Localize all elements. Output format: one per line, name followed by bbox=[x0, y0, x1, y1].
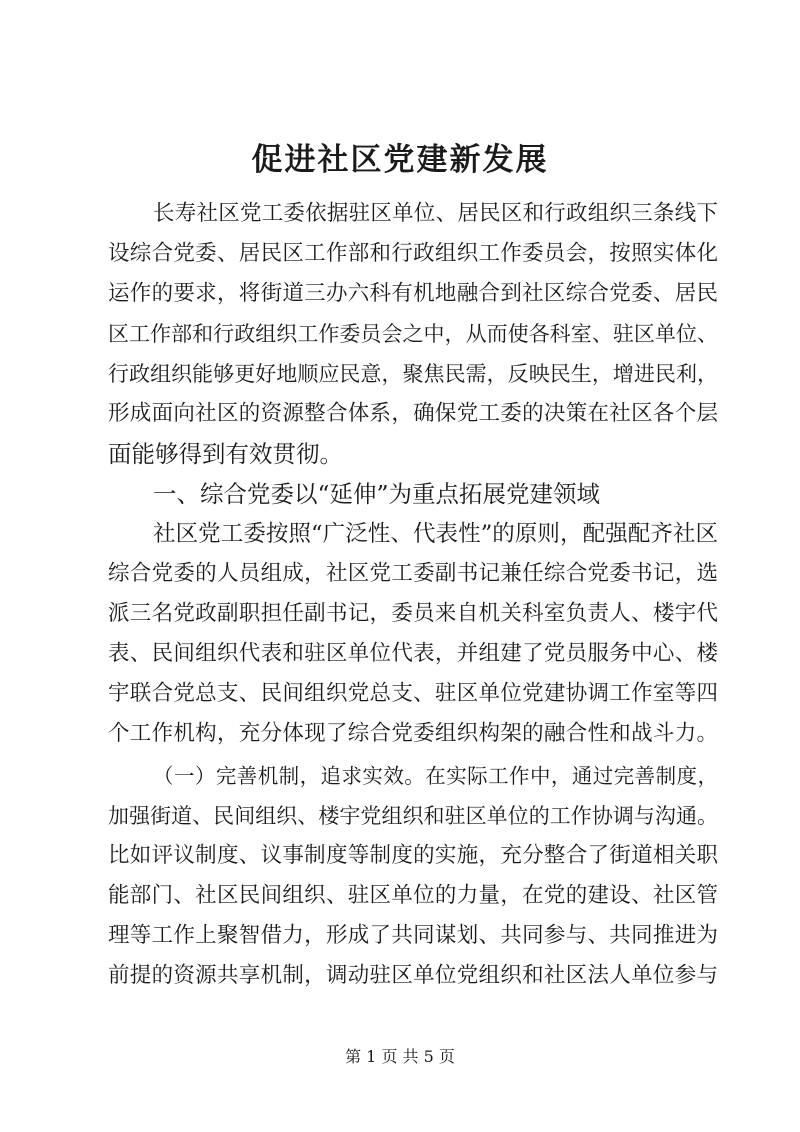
body-line: 派三名党政副职担任副书记，委员来自机关科室负责人、楼宇代 bbox=[108, 601, 718, 626]
body-line: 行政组织能够更好地顺应民意，聚焦民需，反映民生，增进民利， bbox=[108, 362, 718, 386]
body-line: 形成面向社区的资源整合体系，确保党工委的决策在社区各个层 bbox=[108, 401, 718, 426]
body-line: 表、民间组织代表和驻区单位代表，并组建了党员服务中心、楼 bbox=[108, 641, 718, 666]
page-footer: 第 1 页 共 5 页 bbox=[345, 1047, 455, 1066]
document-title: 促进社区党建新发展 bbox=[251, 142, 549, 178]
body-line: 宇联合党总支、民间组织党总支、驻区单位党建协调工作室等四 bbox=[108, 681, 718, 706]
body-line: 能部门、社区民间组织、驻区单位的力量，在党的建设、社区管 bbox=[108, 883, 718, 908]
body-line: 面能够得到有效贯彻。 bbox=[108, 440, 343, 468]
body-line: 比如评议制度、议事制度等制度的实施，充分整合了街道相关职 bbox=[108, 843, 718, 868]
body-line: 个工作机构，充分体现了综合党委组织构架的融合性和战斗力。 bbox=[108, 721, 718, 746]
section-heading: 一、综合党委以“延伸”为重点拓展党建领域 bbox=[153, 480, 601, 508]
body-line: 理等工作上聚智借力，形成了共同谋划、共同参与、共同推进为 bbox=[108, 923, 718, 948]
body-line: 运作的要求，将街道三办六科有机地融合到社区综合党委、居民 bbox=[108, 281, 718, 306]
body-line: 区工作部和行政组织工作委员会之中，从而使各科室、驻区单位、 bbox=[108, 322, 718, 346]
body-line: 设综合党委、居民区工作部和行政组织工作委员会，按照实体化 bbox=[108, 241, 718, 266]
body-line: （一）完善机制，追求实效。在实际工作中，通过完善制度， bbox=[153, 764, 718, 788]
body-line: 社区党工委按照“广泛性、代表性”的原则，配强配齐社区 bbox=[153, 521, 718, 547]
body-line: 前提的资源共享机制，调动驻区单位党组织和社区法人单位参与 bbox=[108, 963, 718, 988]
body-line: 长寿社区党工委依据驻区单位、居民区和行政组织三条线下 bbox=[153, 201, 718, 226]
body-line: 综合党委的人员组成，社区党工委副书记兼任综合党委书记，选 bbox=[108, 561, 718, 586]
body-line: 加强街道、民间组织、楼宇党组织和驻区单位的工作协调与沟通。 bbox=[108, 804, 718, 828]
